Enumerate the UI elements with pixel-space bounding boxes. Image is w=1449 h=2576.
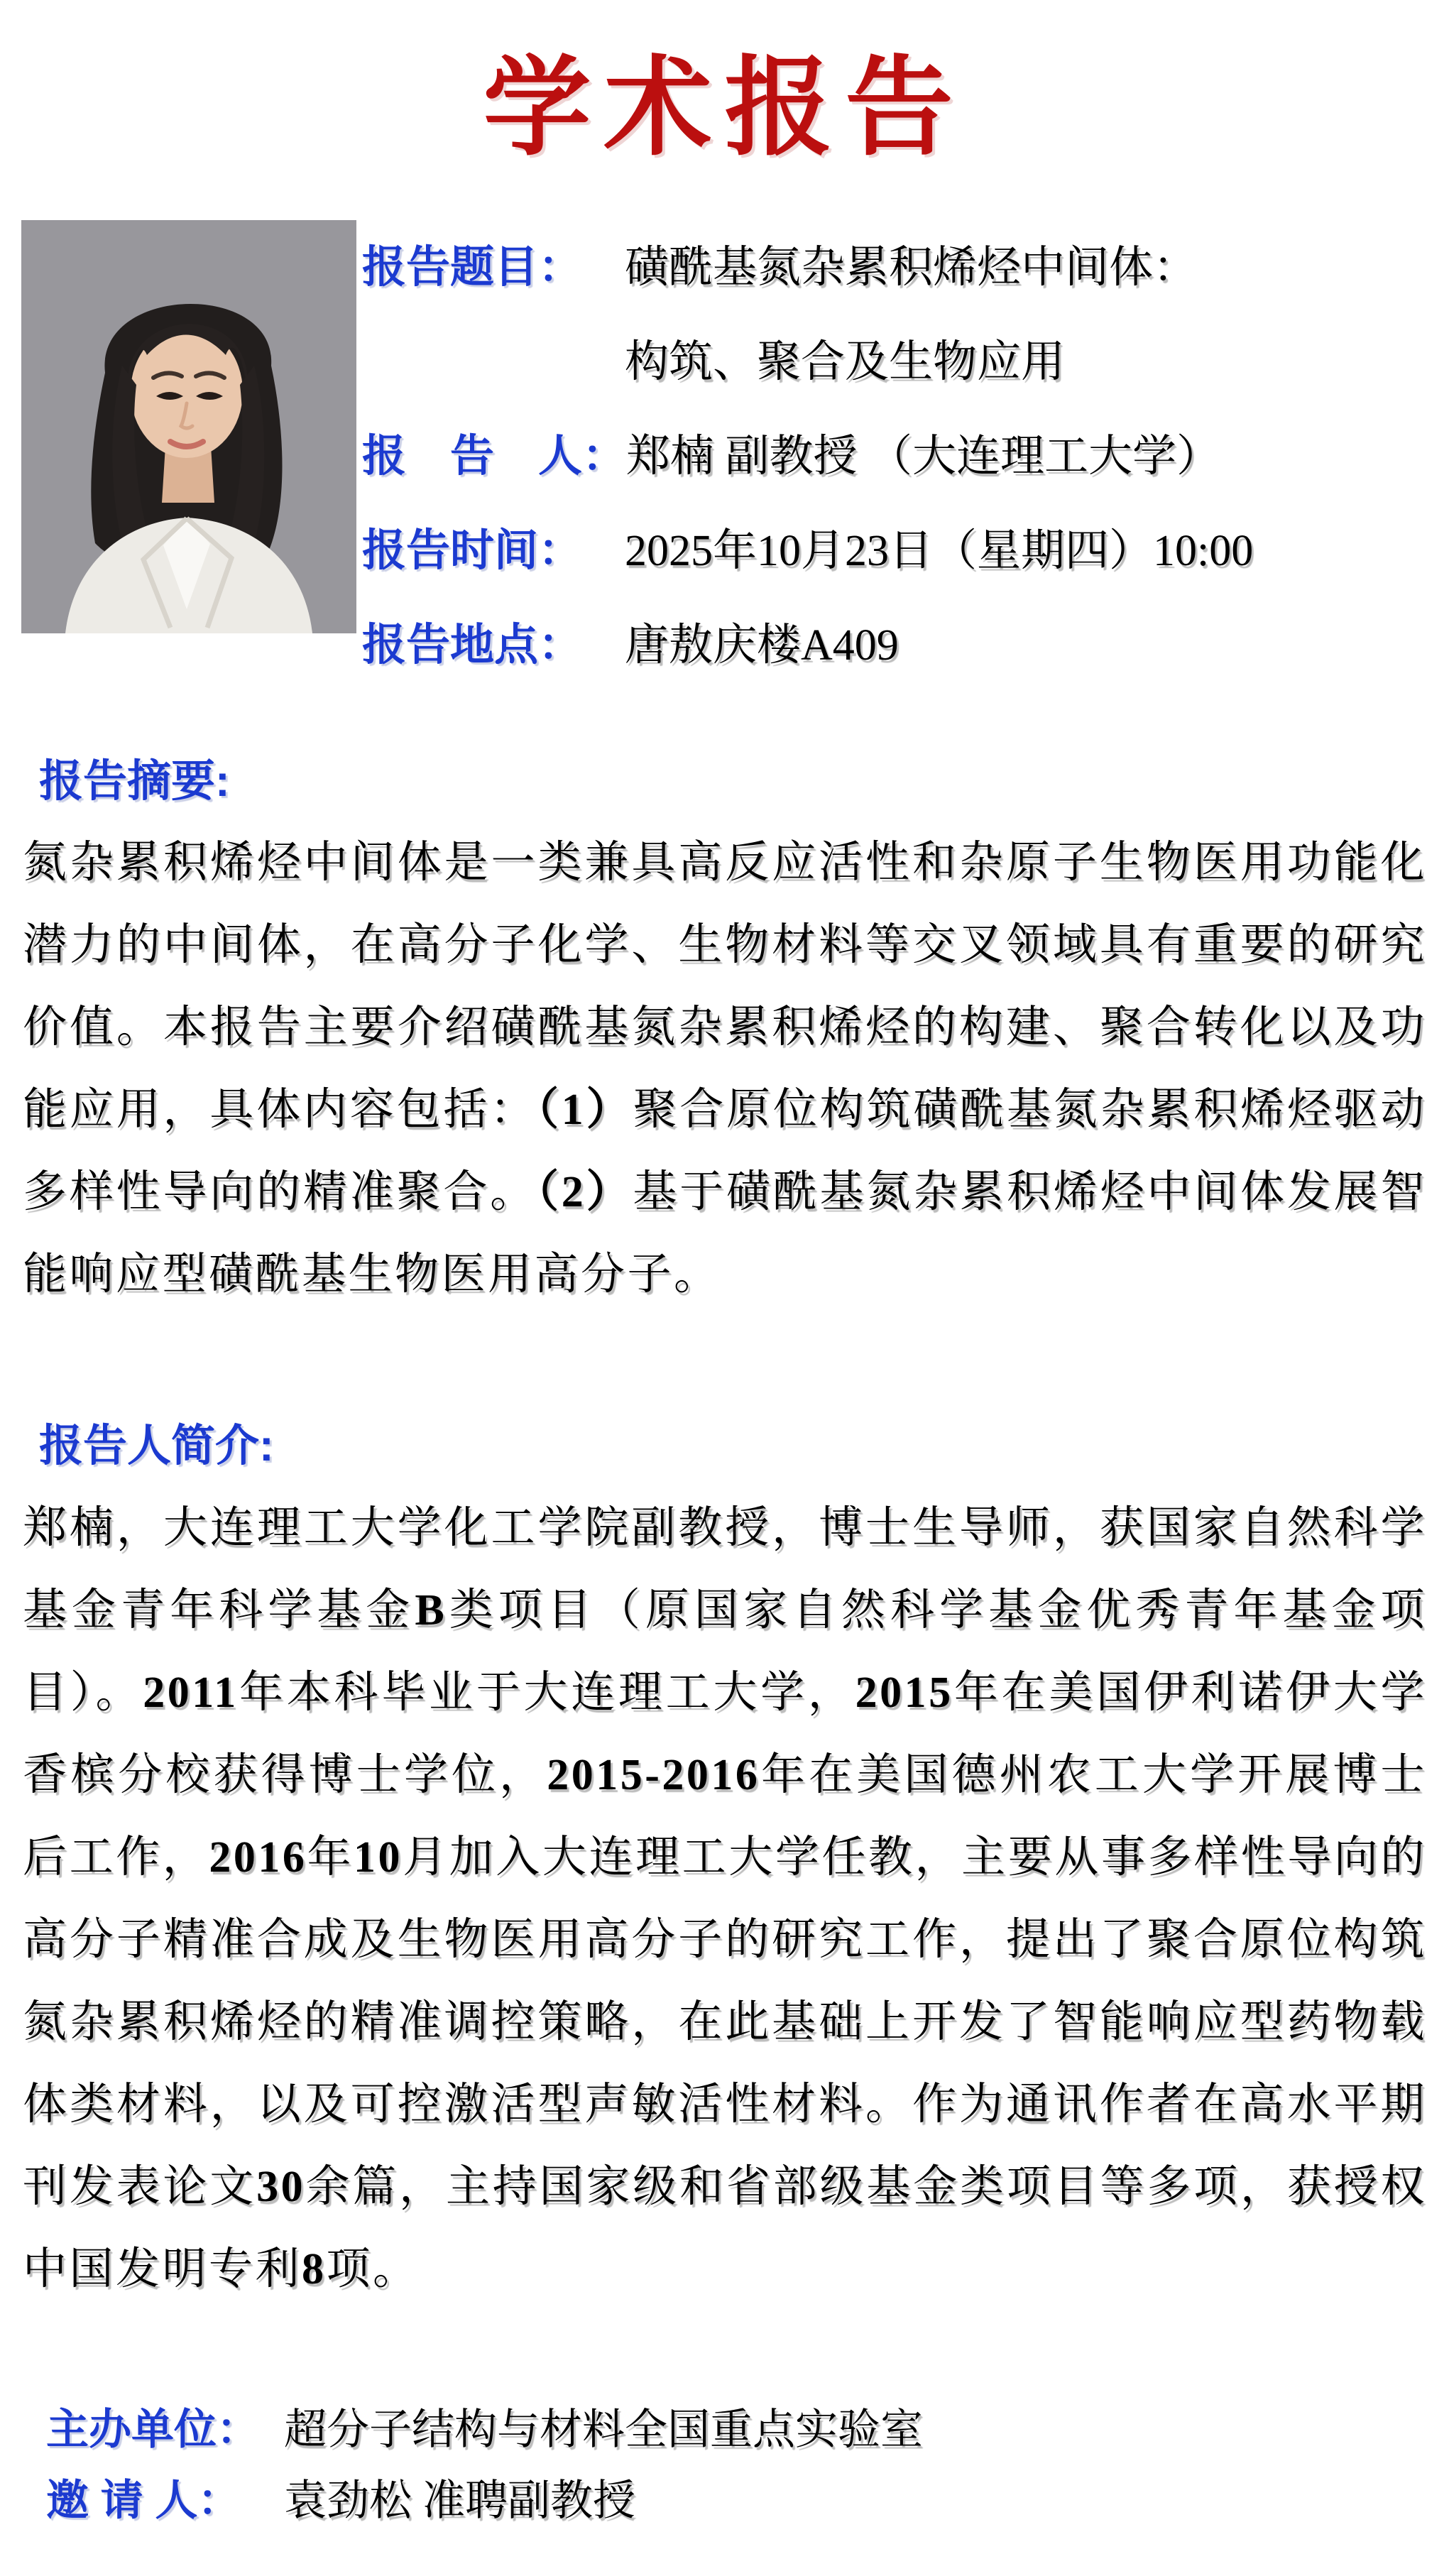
organizer-value: 超分子结构与材料全国重点实验室 — [284, 2406, 923, 2453]
talk-title-row-2 — [362, 310, 1434, 405]
location-value: 唐敖庆楼A409 — [625, 621, 899, 670]
speaker-value: 郑楠 副教授 （大连理工大学） — [626, 432, 1221, 481]
speaker-label: 报 告 人： — [362, 432, 627, 481]
inviter-row — [46, 2462, 1431, 2533]
talk-info-panel — [362, 216, 1434, 688]
speaker-portrait-illustration — [21, 220, 356, 633]
organizer-label: 主办单位： — [46, 2406, 259, 2453]
talk-title-row — [362, 216, 1434, 310]
inviter-value: 袁劲松 准聘副教授 — [284, 2477, 635, 2524]
time-label: 报告时间： — [362, 526, 583, 575]
bio-paragraph: 郑楠，大连理工大学化工学院副教授，博士生导师，获国家自然科学基金青年科学基金B类项目（原国家自然科学基金优秀青年基金项目）。2011年本科毕业于大连理工大学，2015年在美国伊利诺伊大学香槟分校获得博士学位，2015-2016年在美国德州农工大学开展博士后工作，2016年10月加入大连理工大学任教，主要从事多样性导向的高分子精准合成及生物医用高分子的研究工作，提出了聚合原位构筑氮杂累积烯烃的精准调控策略，在此基础上开发了智能响应型药物载体类材料，以及可控激活型声敏活性材料。作为通讯作者在高水平期刊发表论文30余篇，主持国家级和省部级基金类项目等多项，获授权中国发明专利8项。 — [23, 1504, 1427, 2293]
abstract-paragraph: 氮杂累积烯烃中间体是一类兼具高反应活性和杂原子生物医用功能化潜力的中间体，在高分子化学、生物材料等交叉领域具有重要的研究价值。本报告主要介绍磺酰基氮杂累积烯烃的构建、聚合转化以及功能应用，具体内容包括：（1）聚合原位构筑磺酰基氮杂累积烯烃驱动多样性导向的精准聚合。（2）基于磺酰基氮杂累积烯烃中间体发展智能响应型磺酰基生物医用高分子。 — [23, 839, 1427, 1299]
page-title: 学术报告 — [483, 43, 966, 170]
location-label: 报告地点： — [362, 621, 583, 670]
bio-heading: 报告人简介: — [39, 1421, 274, 1470]
time-value: 2025年10月23日（星期四）10:00 — [625, 527, 1254, 575]
organizer-row — [46, 2391, 1431, 2462]
inviter-label: 邀 请 人： — [46, 2477, 241, 2524]
talk-title-value: 磺酰基氮杂累积烯烃中间体： — [625, 244, 1198, 292]
speaker-row — [362, 405, 1434, 499]
time-row — [362, 499, 1434, 594]
speaker-photo — [21, 220, 356, 633]
talk-title-value-2: 构筑、聚合及生物应用 — [625, 338, 1066, 386]
abstract-heading: 报告摘要: — [39, 757, 230, 806]
talk-title-label: 报告题目： — [362, 243, 583, 292]
location-row — [362, 594, 1434, 688]
footer-block — [46, 2391, 1431, 2533]
